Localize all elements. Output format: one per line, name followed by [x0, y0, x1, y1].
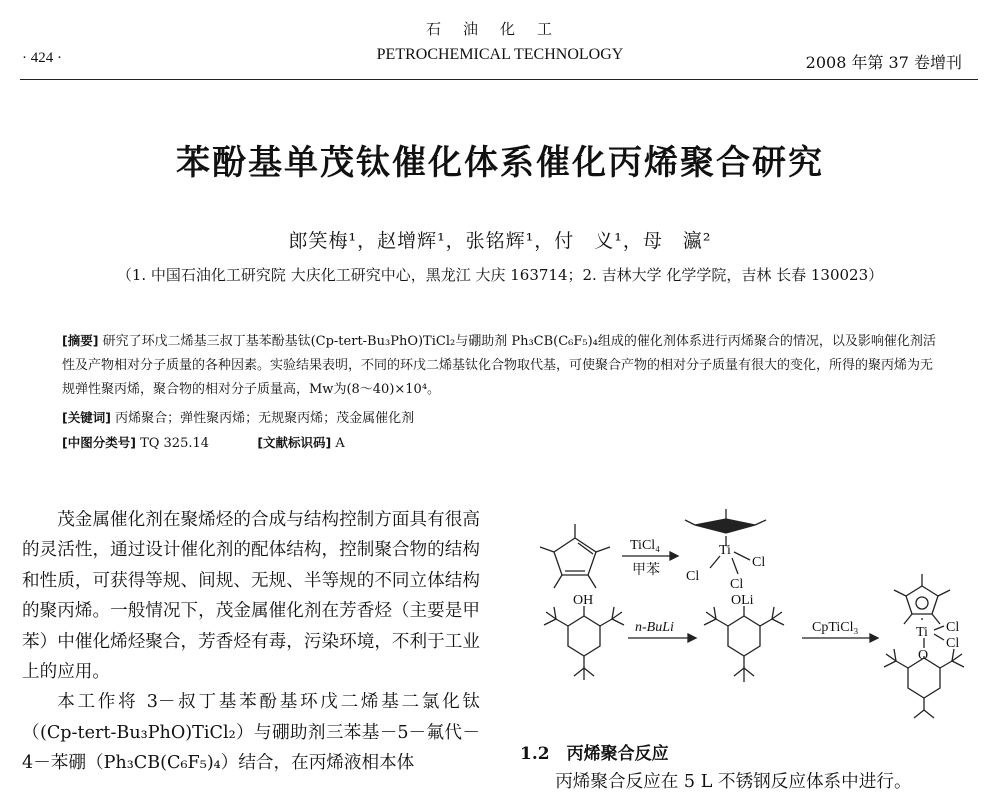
cl-label-3: Cl: [730, 577, 744, 592]
abstract-text: 研究了环戊二烯基三叔丁基苯酚基钛(Cp-tert-Bu₃PhO)TiCl₂与硼助剂 Ph₃CB(C₆F₅)₄组成的催化剂体系进行丙烯聚合的情况，以及影响催化剂活性及产物相对分子质量的各种因素。实验结果表明，不同的环戊二烯基钛化合物取代基，可使聚合产物的相对分子质量有很大的变化，所得的聚丙烯为无规弹性聚丙烯，聚合物的相对分子质量高，Mw为(8～40)×10⁴。: [62, 334, 936, 397]
classification-label: [中图分类号]: [62, 435, 136, 450]
body-paragraph-2: 本工作将 3－叔丁基苯酚基环戊二烯基二氯化钛（(Cp-tert-Bu₃PhO)TiCl₂）与硼助剂三苯基－5－氟代－4－苯硼（Ph₃CB(C₆F₅)₄）结合，在丙烯液相本体: [22, 692, 480, 774]
issue-info: 2008 年第 37 卷增刊: [805, 53, 962, 72]
header-rule: [20, 79, 978, 80]
keywords-label: [关键词]: [62, 410, 111, 425]
affiliation: （1. 中国石油化工研究院 大庆化工研究中心，黑龙江 大庆 163714；2. 吉林大学 化学学院，吉林 长春 130023）: [116, 266, 884, 284]
classification: [62, 433, 345, 451]
abstract: [62, 329, 942, 402]
o-label: O: [918, 648, 929, 663]
author-list: 郎笑梅¹，赵增辉¹，张铭辉¹，付 义¹，母 瀛²: [288, 230, 712, 252]
body-column-left: [22, 505, 480, 779]
solvent-toluene: 甲苯: [632, 563, 660, 578]
paper-title: 苯酚基单茂钛催化体系催化丙烯聚合研究: [176, 143, 824, 183]
oh-label: OH: [573, 593, 594, 608]
journal-title-cn: 石油化工: [425, 20, 574, 38]
doc-code-value: A: [335, 436, 345, 451]
reagent-cpticl3: CpTiCl₃: [812, 620, 859, 635]
cl-label-4: Cl: [946, 620, 960, 635]
keywords: [62, 407, 414, 426]
synthesis-scheme: [520, 500, 990, 730]
journal-title-en: PETROCHEMICAL TECHNOLOGY: [376, 46, 624, 63]
reagent-nbuli: n-BuLi: [635, 620, 674, 635]
section-heading: 1.2 丙烯聚合反应: [520, 744, 669, 764]
section-text: 丙烯聚合反应在 5 L 不锈钢反应体系中进行。: [555, 772, 912, 792]
cl-label-1: Cl: [752, 555, 766, 570]
oli-label: OLi: [731, 593, 754, 608]
classification-value: TQ 325.14: [140, 436, 210, 451]
body-paragraph-1: 茂金属催化剂在聚烯烃的合成与结构控制方面具有很高的灵活性，通过设计催化剂的配体结构，控制聚合物的结构和性质，可获得等规、间规、无规、半等规的不同立体结构的聚丙烯。一般情况下，茂金属催化剂在芳香烃（主要是甲苯）中催化烯烃聚合，芳香烃有毒，污染环境，不利于工业上的应用。: [22, 510, 480, 683]
keywords-text: 丙烯聚合；弹性聚丙烯；无规聚丙烯；茂金属催化剂: [115, 411, 415, 426]
reagent-ticl4: TiCl₄: [630, 538, 661, 553]
abstract-label: [摘要]: [62, 333, 99, 348]
page-number: · 424 ·: [22, 50, 62, 66]
ti-label-1: Ti: [719, 543, 731, 558]
cl-label-5: Cl: [946, 636, 960, 651]
ti-label-2: Ti: [916, 625, 928, 640]
cl-label-2: Cl: [686, 569, 700, 584]
doc-code-label: [文献标识码]: [257, 435, 332, 450]
